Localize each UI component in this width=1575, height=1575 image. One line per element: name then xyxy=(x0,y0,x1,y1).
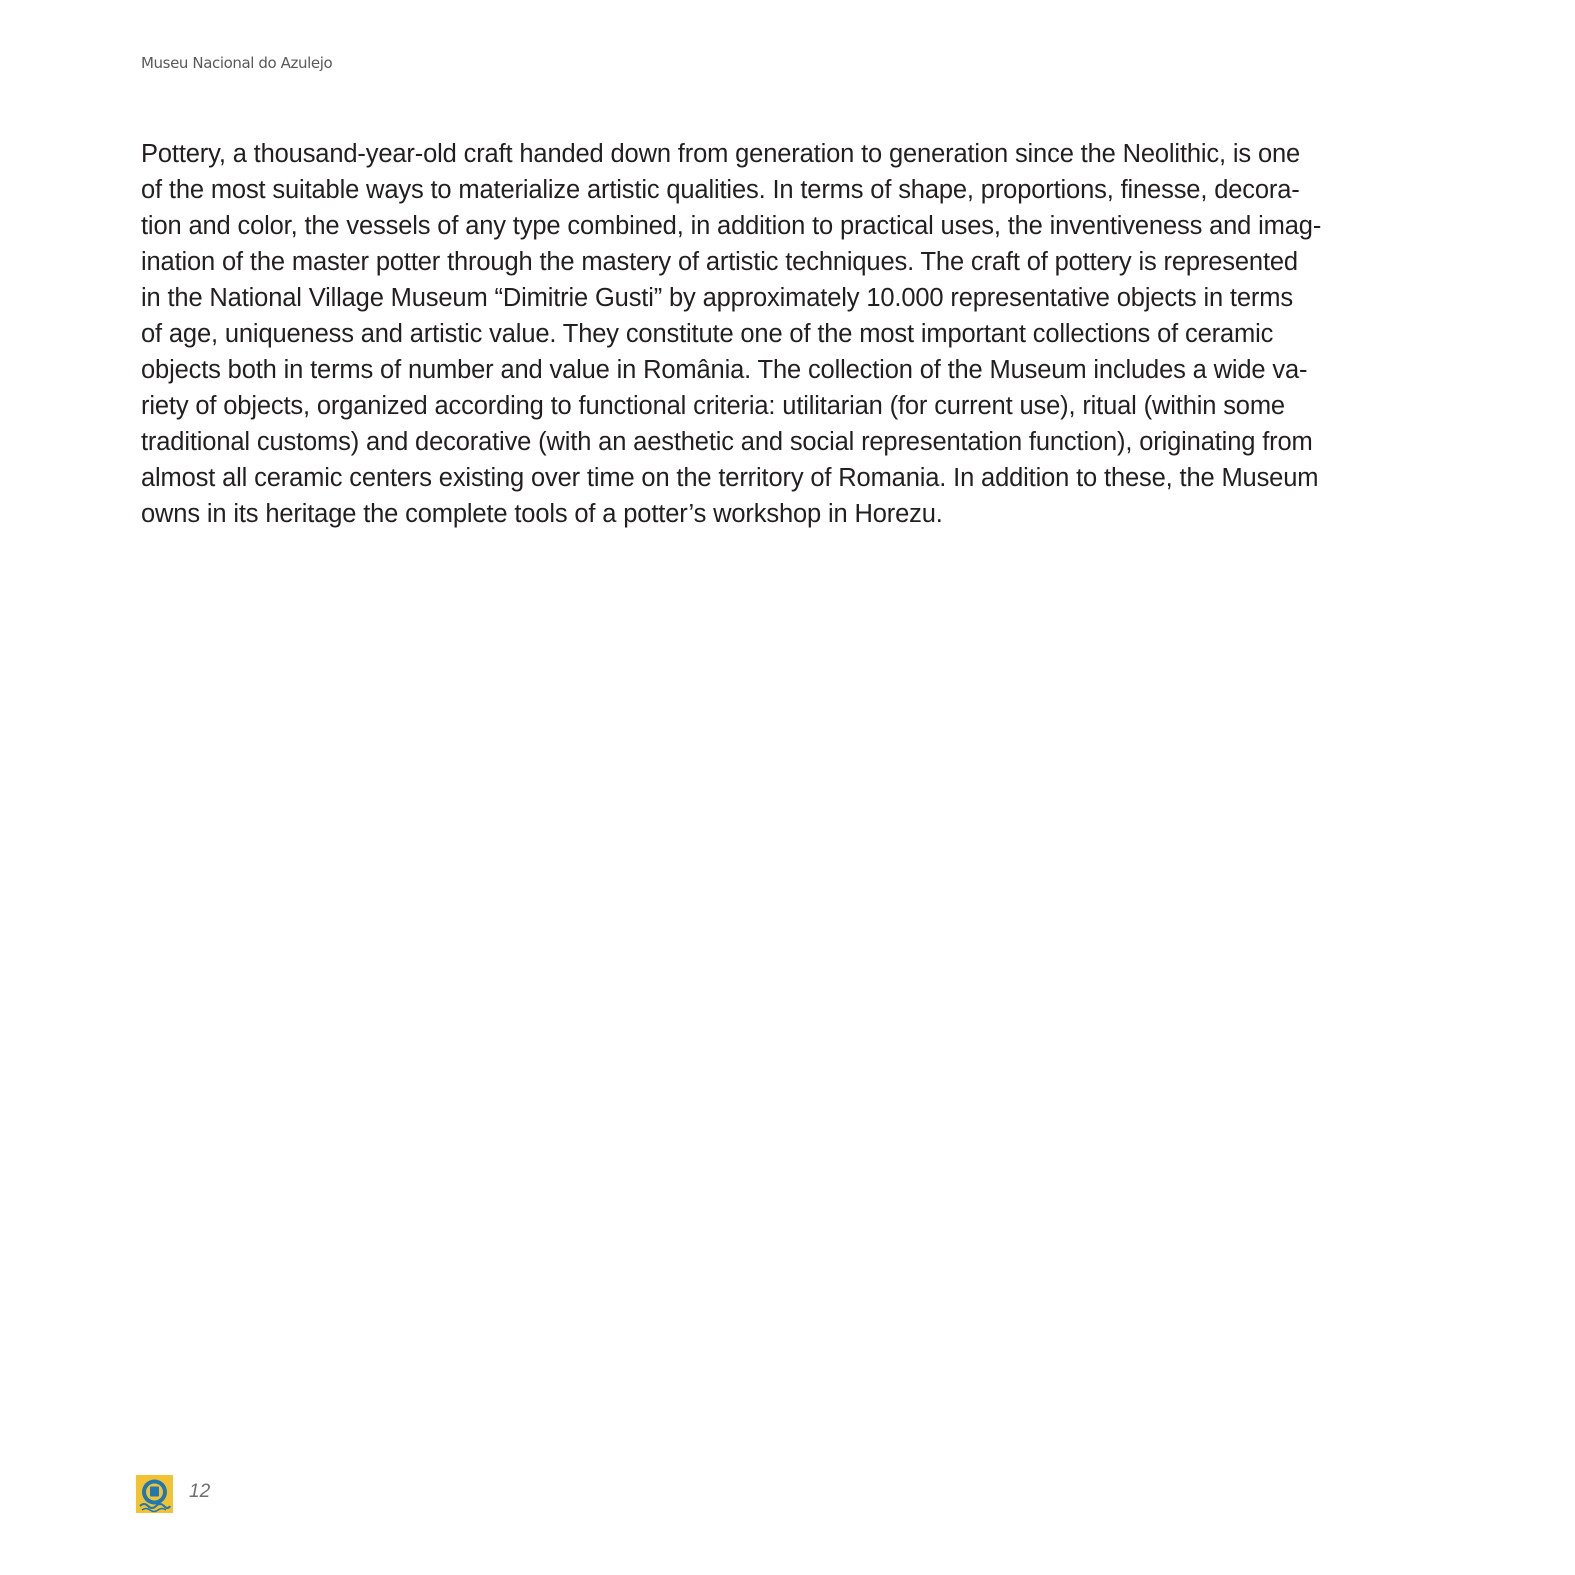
paragraph-line: of age, uniqueness and artistic value. They constitute one of the most important collections of ceramic xyxy=(141,320,1274,348)
paragraph-line: of the most suitable ways to materialize artistic qualities. In terms of shape, proportions, finesse, decora- xyxy=(141,176,1300,204)
paragraph-line: riety of objects, organized according to functional criteria: utilitarian (for current use), ritual (within some xyxy=(141,392,1285,420)
paragraph-line: owns in its heritage the complete tools of a potter’s workshop in Horezu. xyxy=(141,500,943,528)
paragraph-line: Pottery, a thousand-year-old craft handed down from generation to generation since the Neolithic, is one xyxy=(141,140,1301,168)
body-paragraph xyxy=(141,136,1441,532)
paragraph-line: ination of the master potter through the mastery of artistic techniques. The craft of pottery is represented xyxy=(141,248,1298,276)
page-number: 12 xyxy=(189,1481,211,1502)
paragraph-line: objects both in terms of number and value in România. The collection of the Museum includes a wide va- xyxy=(141,356,1308,384)
paragraph-line: almost all ceramic centers existing over time on the territory of Romania. In addition to these, the Museum xyxy=(141,464,1319,492)
paragraph-line: traditional customs) and decorative (with an aesthetic and social representation function), originating from xyxy=(141,428,1313,456)
paragraph-line: in the National Village Museum “Dimitrie Gusti” by approximately 10.000 representative objects in terms xyxy=(141,284,1293,312)
paragraph-line: tion and color, the vessels of any type combined, in addition to practical uses, the inventiveness and imag- xyxy=(141,212,1322,240)
museum-logo-icon xyxy=(136,1475,173,1513)
running-header: Museu Nacional do Azulejo xyxy=(141,54,333,72)
